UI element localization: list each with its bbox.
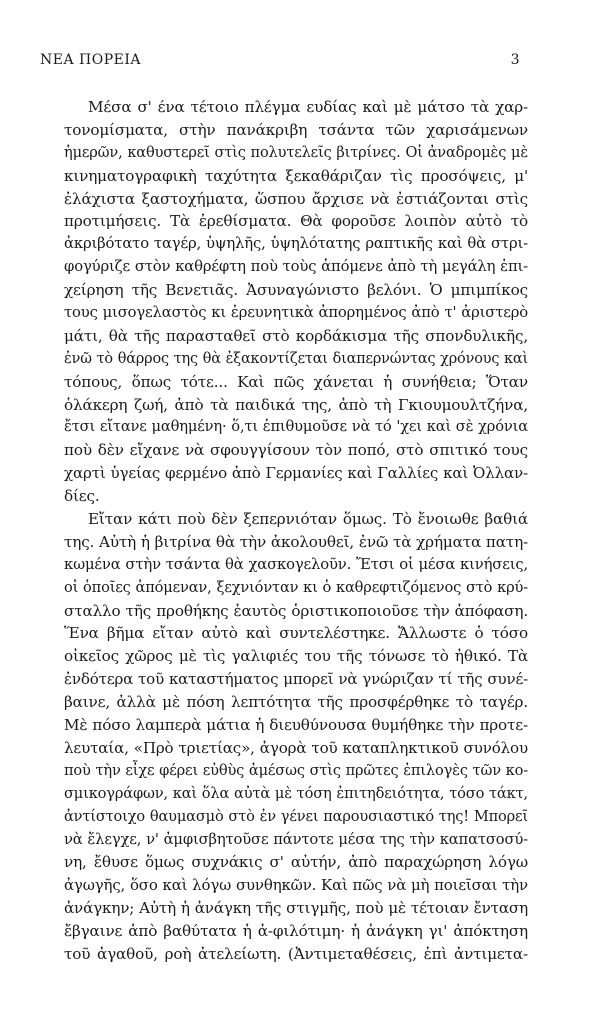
text-line: Εἴταν κάτι ποὺ δὲν ξεπερνιόταν ὅμως. Τὸ ἔνοιωθε βαθιά xyxy=(88,510,528,529)
text-line: οἰκεῖος χῶρος μὲ τὶς γαλιφιές του τῆς τόνωσε τὸ ἠθικό. Τὰ xyxy=(64,647,528,666)
text-line: κωμένα στὴν τσάντα θὰ χασκογελοῦν. Ἔτσι οἱ μέσα κινήσεις, xyxy=(64,555,528,573)
text-line: φογύριζε στὸν καθρέφτη ποὺ τοὺς ἀπόμενε ἀπὸ τὴ μεγάλη ἐπι- xyxy=(64,258,528,276)
text-line: Μέσα σ' ένα τέτοιο πλέγμα ευδίας καὶ μὲ μάτσο τὰ χαρ- xyxy=(88,98,528,116)
text-line: ἐνῶ τὸ θάρρος της θὰ ἐξακοντίζεται διαπερνώντας χρόνους καὶ xyxy=(64,350,528,367)
text-line: ποὺ δὲν εἴχανε νὰ σφουγγίσουν τὸν ποπό, στὸ σπιτικό τους xyxy=(64,441,528,460)
running-head xyxy=(40,52,520,72)
text-line: ὁλάκερη ζωή, ἀπὸ τὰ παιδικά της, ἀπὸ τὴ Γκιουμουλτζήνα, xyxy=(64,395,528,414)
text-line: οἱ ὁποῖες ἀπόμεναν, ξεχνιόνταν κι ὁ καθρεφτιζόμενος στὸ κρύ- xyxy=(64,578,528,596)
text-line: Ἕνα βῆμα εἴταν αὐτὸ καὶ συντελέστηκε. Ἄλλωστε ὁ τόσο xyxy=(64,624,528,643)
text-line: σμικογράφων, καὶ ὅλα αὐτὰ μὲ τόση ἐπιτηδειότητα, τόσο τάκτ, xyxy=(64,784,528,802)
text-line: της. Αὐτὴ ἡ βιτρίνα θὰ τὴν ἀκολουθεῖ, ἐνῶ τὰ χρήματα πατη- xyxy=(64,532,528,551)
text-line: ἐνδότερα τοῦ καταστήματος μπορεῖ νὰ γνώριζαν τί τῆς συνέ- xyxy=(64,670,528,689)
text-line: νὰ ἔλεγχε, ν' ἀμφισβητοῦσε πάντοτε μέσα της τὴν καπατσοσύ- xyxy=(64,830,528,848)
text-line: ἔτσι εἴτανε μαθημένη· ὅ,τι ἐπιθυμοῦσε νὰ τό 'χει καὶ σὲ χρόνια xyxy=(64,418,528,436)
text-line: τοῦ ἀγαθοῦ, ροὴ ἀτελείωτη. (Ἀντιμεταθέσεις, ἐπὶ ἀντιμετα- xyxy=(64,944,528,963)
text-line: ἔβγαινε ἀπὸ βαθύτατα ἡ ἀ-φιλότιμη· ἡ ἀνάγκη γι' ἀπόκτηση xyxy=(64,922,528,941)
text-line: σταλλο τῆς προθήκης ἑαυτὸς ὁριστικοποιοῦσε τὴν ἀπόφαση. xyxy=(64,601,528,620)
text-line: κινηματογραφικὴ ταχύτητα ξεκαθάριζαν τὶς προσόψεις, μ' xyxy=(64,166,528,185)
text-line: ἀντίστοιχο θαυμασμὸ στὸ ἐν γένει παρουσιαστικό της! Μπορεῖ xyxy=(64,807,528,825)
page-number: 3 xyxy=(510,52,520,68)
text-line: χαρτὶ ὑγείας φερμένο ἀπὸ Γερμανίες καὶ Γαλλίες καὶ Ὀλλαν- xyxy=(64,464,528,483)
text-line: βαινε, ἀλλὰ μὲ πόση λεπτότητα τῆς προσφέρθηκε τὸ ταγέρ. xyxy=(64,693,528,712)
text-line: λευταία, «Πρὸ τριετίας», ἀγορὰ τοῦ καταπληκτικοῦ συνόλου xyxy=(64,738,528,757)
text-line: ἀκριβότατο ταγέρ, ὑψηλῆς, ὑψηλότατης ραπτικῆς καὶ θὰ στρι- xyxy=(64,235,528,253)
text-line: προτιμήσεις. Τὰ ἐρεθίσματα. Θὰ φοροῦσε λοιπὸν αὐτὸ τὸ xyxy=(64,212,528,231)
body-text xyxy=(64,96,528,966)
text-line: χείρηση τῆς Βενετιᾶς. Ἀσυναγώνιστο βελόνι. Ὁ μπιμπίκος xyxy=(64,281,528,300)
text-line: ἀνάγκην; Αὐτὴ ἡ ἀνάγκη τῆς στιγμῆς, ποὺ μὲ τέτοιαν ἔνταση xyxy=(64,899,528,918)
text-line: ποὺ τὴν εἶχε φέρει εὐθὺς ἀμέσως στὶς πρῶτες ἐπιλογὲς τῶν κο- xyxy=(64,761,528,779)
text-line: δίες. xyxy=(64,487,100,506)
text-line: Μὲ πόσο λαμπερὰ μάτια ἡ διευθύνουσα θυμήθηκε τὴν προτε- xyxy=(64,716,528,735)
text-line: ἡμερῶν, καθυστερεῖ στὶς πολυτελεῖς βιτρίνες. Οἱ ἀναδρομὲς μὲ xyxy=(64,143,528,161)
text-line: τόπους, ὅπως τότε... Καὶ πῶς χάνεται ἡ συνήθεια; Ὅταν xyxy=(64,372,528,391)
text-line: ἐλάχιστα ξαστοχήματα, ὥσπου ἄρχισε νὰ ἐστιάζονται στὶς xyxy=(64,189,528,208)
text-line: μάτι, θὰ τῆς παρασταθεῖ στὸ κορδάκισμα τῆς σπονδυλικῆς, xyxy=(64,326,528,345)
text-line: ἀγωγῆς, ὅσο καὶ λόγω συνθηκῶν. Καὶ πῶς νὰ μὴ ποιεῖσαι τὴν xyxy=(64,876,528,895)
text-line: τους μισογελαστὸς κι ἐρευνητικὰ ἀπορημένος ἀπὸ τ' ἀριστερὸ xyxy=(64,304,528,322)
running-title: ΝΕΑ ΠΟΡΕΙΑ xyxy=(40,52,141,68)
text-line: τονομίσματα, στὴν πανάκριβη τσάντα τῶν χαρισάμενων xyxy=(64,120,528,139)
text-line: νη, ἔθυσε ὅμως συχνάκις σ' αὐτήν, ἀπὸ παραχώρηση λόγω xyxy=(64,853,528,872)
